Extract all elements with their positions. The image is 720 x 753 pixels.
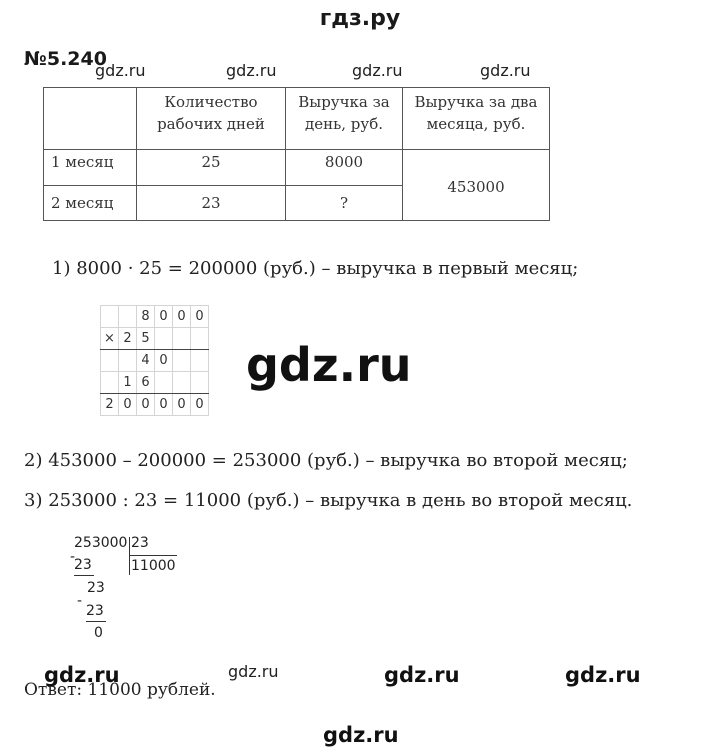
grid-cell: 0 [155,350,173,372]
watermark: gdz.ru [44,663,120,687]
division-remainder-1: 23 [87,580,105,596]
grid-cell [155,328,173,350]
grid-cell: 0 [173,394,191,416]
table-header-empty [44,88,137,150]
grid-cell: 0 [137,394,155,416]
watermark: gdz.ru [228,662,279,681]
division-dividend: 253000 [74,535,128,551]
total-cell: 453000 [403,150,550,221]
table-row [44,150,550,186]
minus-sign: - [77,593,83,609]
row-per-day: 8000 [286,150,403,186]
grid-cell [119,306,137,328]
minus-sign: - [70,549,76,565]
solution-step-1: 1) 8000 · 25 = 200000 (руб.) – выручка в первый месяц; [52,258,579,279]
grid-cell [173,372,191,394]
division-subtrahend-1: 23 [74,557,92,573]
grid-cell [191,350,209,372]
grid-cell [101,350,119,372]
watermark: gdz.ru [95,61,146,80]
grid-cell: 8 [137,306,155,328]
table-header-per-day: Выручка за день, руб. [286,88,403,150]
watermark: gdz.ru [352,61,403,80]
grid-cell: 0 [155,394,173,416]
grid-cell: × [101,328,119,350]
grid-cell [101,372,119,394]
site-title[interactable]: гдз.ру [319,6,401,31]
solution-step-2: 2) 453000 – 200000 = 253000 (руб.) – выручка во второй месяц; [24,450,628,471]
watermark: gdz.ru [323,723,399,747]
division-quotient: 11000 [131,558,176,574]
watermark: gdz.ru [226,61,277,80]
division-line [74,575,94,576]
watermark-large: gdz.ru [246,338,412,392]
grid-cell [191,328,209,350]
grid-cell [191,372,209,394]
division-line [86,621,106,622]
multiplication-grid [100,305,209,416]
division-remainder-2: 0 [94,625,103,641]
grid-cell [119,350,137,372]
grid-cell: 2 [101,394,119,416]
grid-cell [173,350,191,372]
grid-cell: 0 [119,394,137,416]
division-quotient-line [129,555,177,556]
watermark: gdz.ru [565,663,641,687]
row-label: 1 месяц [44,150,137,186]
grid-cell: 0 [155,306,173,328]
watermark: gdz.ru [480,61,531,80]
solution-step-3: 3) 253000 : 23 = 11000 (руб.) – выручка в день во второй месяц. [24,490,633,511]
table-header-days: Количество рабочих дней [137,88,286,150]
problem-number: №5.240 [24,48,107,70]
watermark: gdz.ru [384,663,460,687]
grid-cell [173,328,191,350]
division-subtrahend-2: 23 [86,603,104,619]
long-division [70,535,190,645]
grid-cell: 4 [137,350,155,372]
row-per-day: ? [286,186,403,221]
grid-cell: 2 [119,328,137,350]
table-header-total: Выручка за два месяца, руб. [403,88,550,150]
row-days: 25 [137,150,286,186]
grid-cell: 0 [191,306,209,328]
grid-cell [101,306,119,328]
grid-cell: 0 [191,394,209,416]
division-vertical-line [129,537,130,575]
grid-cell [155,372,173,394]
data-table [43,87,550,221]
grid-cell: 5 [137,328,155,350]
grid-cell: 0 [173,306,191,328]
row-days: 23 [137,186,286,221]
grid-cell: 6 [137,372,155,394]
row-label: 2 месяц [44,186,137,221]
division-divisor: 23 [131,535,149,551]
grid-cell: 1 [119,372,137,394]
answer-text: Ответ: 11000 рублей. [24,680,216,700]
